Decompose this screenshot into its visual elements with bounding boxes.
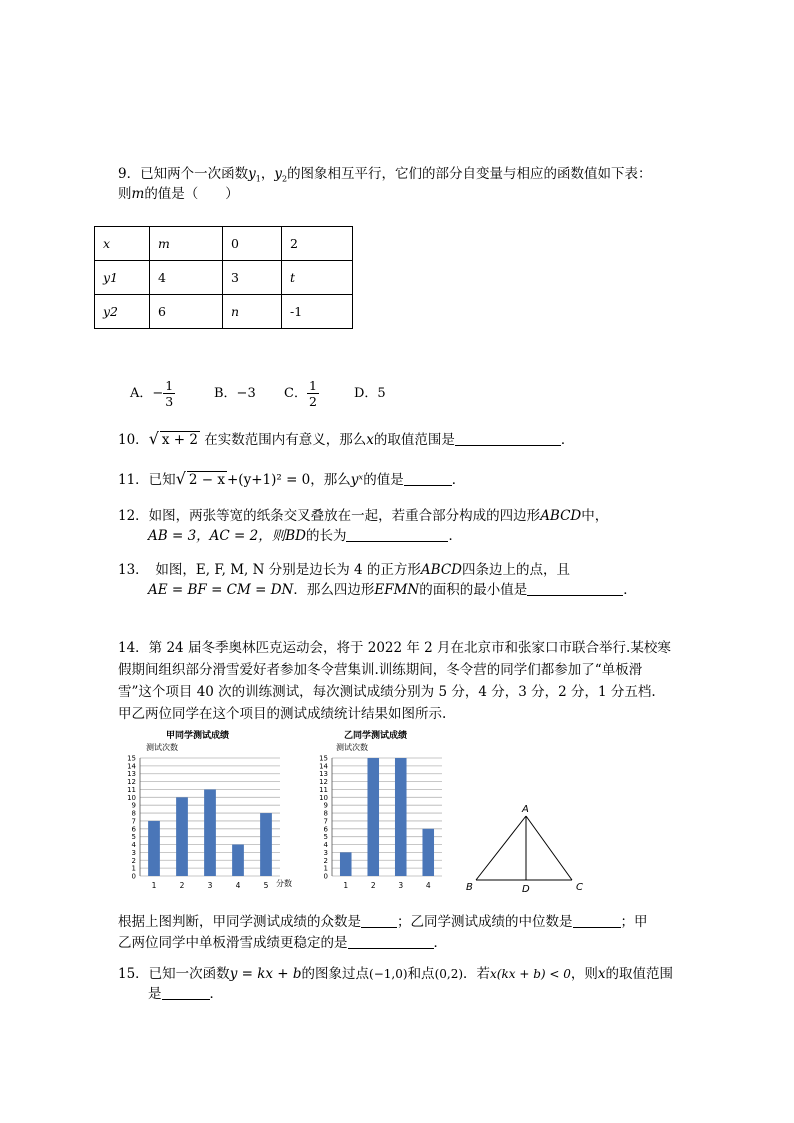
chart-yi-title: 乙同学测试成绩 [344,731,408,741]
bar-0-3 [204,789,216,876]
q10-answer-blank [455,433,561,446]
x-tick-label: 1 [151,881,157,890]
q15-line1: 15．已知一次函数y = kx + b的图象过点(−1,0)和点(0,2)．若x(kx + b) < 0，则x的取值范围 [118,966,673,982]
y-tick-label: 3 [323,848,328,857]
y-tick-label: 2 [323,856,328,865]
q14-blank-mode [361,915,397,928]
y-tick-label: 12 [127,778,136,787]
q14-line4: 甲乙两位同学在这个项目的测试成绩统计结果如图所示. [118,706,447,722]
q13-answer-blank [527,583,623,596]
label-b: B [466,882,473,893]
q15-answer-blank [162,987,210,1000]
chart-yi [314,726,454,894]
q9-table [94,226,353,329]
y-tick-label: 3 [131,848,136,857]
x-tick-label: 2 [370,881,376,890]
q12-line1: 12．如图，两张等宽的纸条交叉叠放在一起，若重合部分构成的四边形ABCD中， [118,508,609,524]
y-tick-label: 5 [323,833,328,842]
q9-line2: 则m的值是（ ） [118,186,239,202]
q14-line2: 假期间组织部分滑雪爱好者参加冬令营集训.训练期间，冬令营的同学们都参加了“单板滑 [118,662,643,678]
q12-answer-blank [346,529,448,542]
y-tick-label: 2 [131,856,136,865]
bar-1-1 [340,852,352,876]
x-tick-label: 4 [235,881,241,890]
x-tick-label: 1 [343,881,349,890]
y-tick-label: 8 [131,809,136,818]
y-tick-label: 1 [131,864,136,873]
option-a: A．− $\frac{1}{3}$ [130,378,174,409]
q13-line1: 13． 如图，E, F, M, N 分别是边长为 4 的正方形ABCD四条边上的点，且 [118,562,570,578]
bar-1-3 [395,758,407,876]
x-tick-label: 3 [207,881,213,890]
side-ac [526,816,572,880]
y-tick-label: 10 [319,793,328,802]
label-d: D [522,884,530,895]
x-tick-label: 5 [263,881,269,890]
y-tick-label: 4 [323,841,328,850]
y-tick-label: 12 [319,778,328,787]
x-tick-label: 2 [179,881,185,890]
chart-jia-ylabel: 测试次数 [146,743,178,752]
q11: 11．已知√ 2 − x +(y+1)² = 0，那么yˣ的值是 ． [118,469,466,488]
triangle-figure [460,800,590,896]
chart-yi-ylabel: 测试次数 [336,743,368,752]
label-c: C [576,882,583,893]
q9-line1: 9．已知两个一次函数$y_1$，$y_2$的图象相互平行，它们的部分自变量与相应的函数值如下表： [118,166,652,184]
q15-line2: 是 ． [148,986,223,1002]
y-tick-label: 6 [323,825,328,834]
y-tick-label: 15 [127,754,136,763]
bar-0-5 [260,813,272,876]
label-a: A [522,804,529,815]
y-tick-label: 13 [127,770,136,779]
bar-1-2 [367,758,379,876]
q14-answer-line2: 乙两位同学中单板滑雪成绩更稳定的是 ． [118,935,447,951]
table-row: y1 4 3 t [95,261,353,295]
q14-line3: 雪”这个项目 40 次的训练测试，每次测试成绩分别为 5 分，4 分，3 分，2 分，1 分五档. [118,684,656,700]
y-tick-label: 7 [323,817,328,826]
x-tick-label: 4 [425,881,431,890]
y-tick-label: 6 [131,825,136,834]
y-tick-label: 0 [323,872,328,881]
q14-blank-stable [348,936,434,949]
y-tick-label: 10 [127,793,136,802]
bar-0-2 [176,797,188,876]
q10: 10．√ x + 2 在实数范围内有意义，那么x的取值范围是 ． [118,429,575,448]
q14-blank-median [573,915,621,928]
option-d: D．5 [354,386,386,401]
y2-cell: y2 [103,304,119,319]
q11-answer-blank [404,473,452,486]
y-tick-label: 15 [319,754,328,763]
table-row: y2 6 n -1 [95,295,353,329]
y-tick-label: 4 [131,841,136,850]
x-tick-label: 3 [398,881,404,890]
chart-jia [118,726,308,894]
y-tick-label: 13 [319,770,328,779]
y-tick-label: 14 [319,762,328,771]
y-tick-label: 0 [131,872,136,881]
q14-answer-line1: 根据上图判断，甲同学测试成绩的众数是 ；乙同学测试成绩的中位数是 ；甲 [118,914,648,930]
q14-line1: 14．第 24 届冬季奥林匹克运动会，将于 2022 年 2 月在北京市和张家口市联合举行.某校寒 [118,640,671,656]
y-tick-label: 11 [127,785,136,794]
y-tick-label: 11 [319,785,328,794]
bar-1-4 [422,829,434,876]
y-tick-label: 9 [131,801,136,810]
q13-line2: AE = BF = CM = DN．那么四边形EFMN的面积的最小值是 ． [148,582,637,598]
option-b: B．−3 [214,386,256,401]
q12-line2: AB = 3，AC = 2，则BD的长为 ． [148,528,462,544]
chart-jia-title: 甲同学测试成绩 [166,731,230,741]
bar-0-4 [232,845,244,876]
y-tick-label: 8 [323,809,328,818]
y1-cell: y1 [103,270,119,285]
chart-jia-xlabel: 分数 [276,879,292,888]
bar-0-1 [148,821,160,876]
option-c: C． $\frac{1}{2}$ [284,378,317,409]
y-tick-label: 9 [323,801,328,810]
y-tick-label: 7 [131,817,136,826]
y-tick-label: 5 [131,833,136,842]
y-tick-label: 14 [127,762,136,771]
side-ab [476,816,526,880]
y-tick-label: 1 [323,864,328,873]
table-row: x m 0 2 [95,227,353,261]
